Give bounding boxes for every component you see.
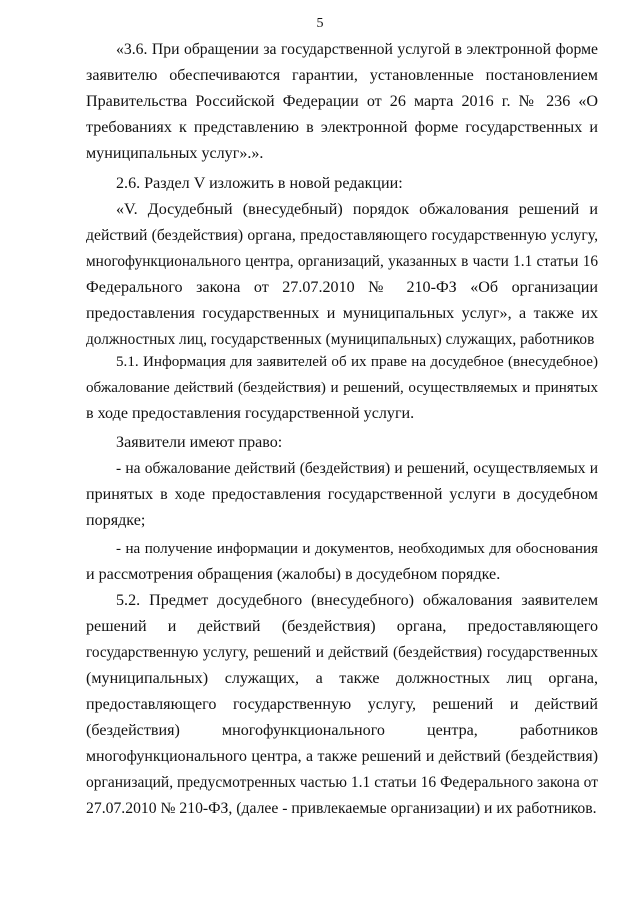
text-line: принятых в ходе предоставления государственной услуги в досудебном: [86, 486, 598, 503]
text-line: должностных лиц, государственных (муниципальных) служащих, работников: [86, 331, 595, 348]
text-line: и рассмотрения обращения (жалобы) в досудебном порядке.: [86, 566, 501, 583]
text-line: муниципальных услуг».».: [86, 145, 264, 162]
section-v-heading: [86, 197, 598, 353]
text-line: (муниципальных) служащих, а также должностных лиц органа,: [86, 670, 598, 687]
text-line: многофункционального центра, организаций, указанных в части 1.1 статьи 16: [86, 253, 598, 270]
text-line: 2.6. Раздел V изложить в новой редакции:: [116, 175, 403, 192]
text-line: - на получение информации и документов, необходимых для обоснования: [116, 541, 598, 557]
paragraph-5-1: [86, 349, 598, 427]
paragraph-5-2: [86, 588, 598, 822]
text-line: предоставления государственных и муниципальных услуг», а также их: [86, 305, 598, 322]
text-line: 5.1. Информация для заявителей об их праве на досудебное (внесудебное): [116, 354, 598, 370]
text-line: - на обжалование действий (бездействия) и решений, осуществляемых и: [116, 460, 598, 477]
text-line: организаций, предусмотренных частью 1.1 статьи 16 Федерального закона от: [86, 774, 598, 791]
paragraph-2-6: [86, 171, 598, 197]
list-item-appeal: [86, 456, 598, 534]
text-line: 5.2. Предмет досудебного (внесудебного) обжалования заявителем: [116, 592, 598, 609]
text-line: порядке;: [86, 512, 146, 529]
list-item-information: [86, 536, 598, 588]
text-line: Федерального закона от 27.07.2010 № 210-ФЗ «Об организации: [86, 279, 598, 296]
text-line: Заявители имеют право:: [116, 434, 283, 451]
page-number: 5: [316, 16, 324, 31]
text-line: решений и действий (бездействия) органа, предоставляющего: [86, 618, 598, 635]
text-line: 27.07.2010 № 210-ФЗ, (далее - привлекаемые организации) и их работников.: [86, 800, 597, 817]
paragraph-3-6: [86, 37, 598, 167]
text-line: государственную услугу, решений и действий (бездействия) государственных: [86, 644, 598, 661]
text-line: в ходе предоставления государственной услуги.: [86, 405, 415, 422]
paragraph-rights-intro: [86, 430, 598, 456]
text-line: требованиях к представлению в электронной форме государственных и: [86, 119, 598, 136]
text-line: обжалование действий (бездействия) и решений, осуществляемых и принятых: [86, 380, 598, 396]
text-line: Правительства Российской Федерации от 26 марта 2016 г. № 236 «О: [86, 93, 598, 110]
text-line: многофункционального центра, а также решений и действий (бездействия): [86, 748, 598, 765]
text-line: «V. Досудебный (внесудебный) порядок обжалования решений и: [116, 201, 598, 218]
text-line: (бездействия) многофункционального центра, работников: [86, 722, 598, 739]
text-line: предоставляющего государственную услугу, решений и действий: [86, 696, 598, 713]
text-line: «3.6. При обращении за государственной услугой в электронной форме: [116, 41, 598, 58]
text-line: действий (бездействия) органа, предоставляющего государственную услугу,: [86, 227, 598, 244]
text-line: заявителю обеспечиваются гарантии, установленные постановлением: [86, 67, 598, 84]
